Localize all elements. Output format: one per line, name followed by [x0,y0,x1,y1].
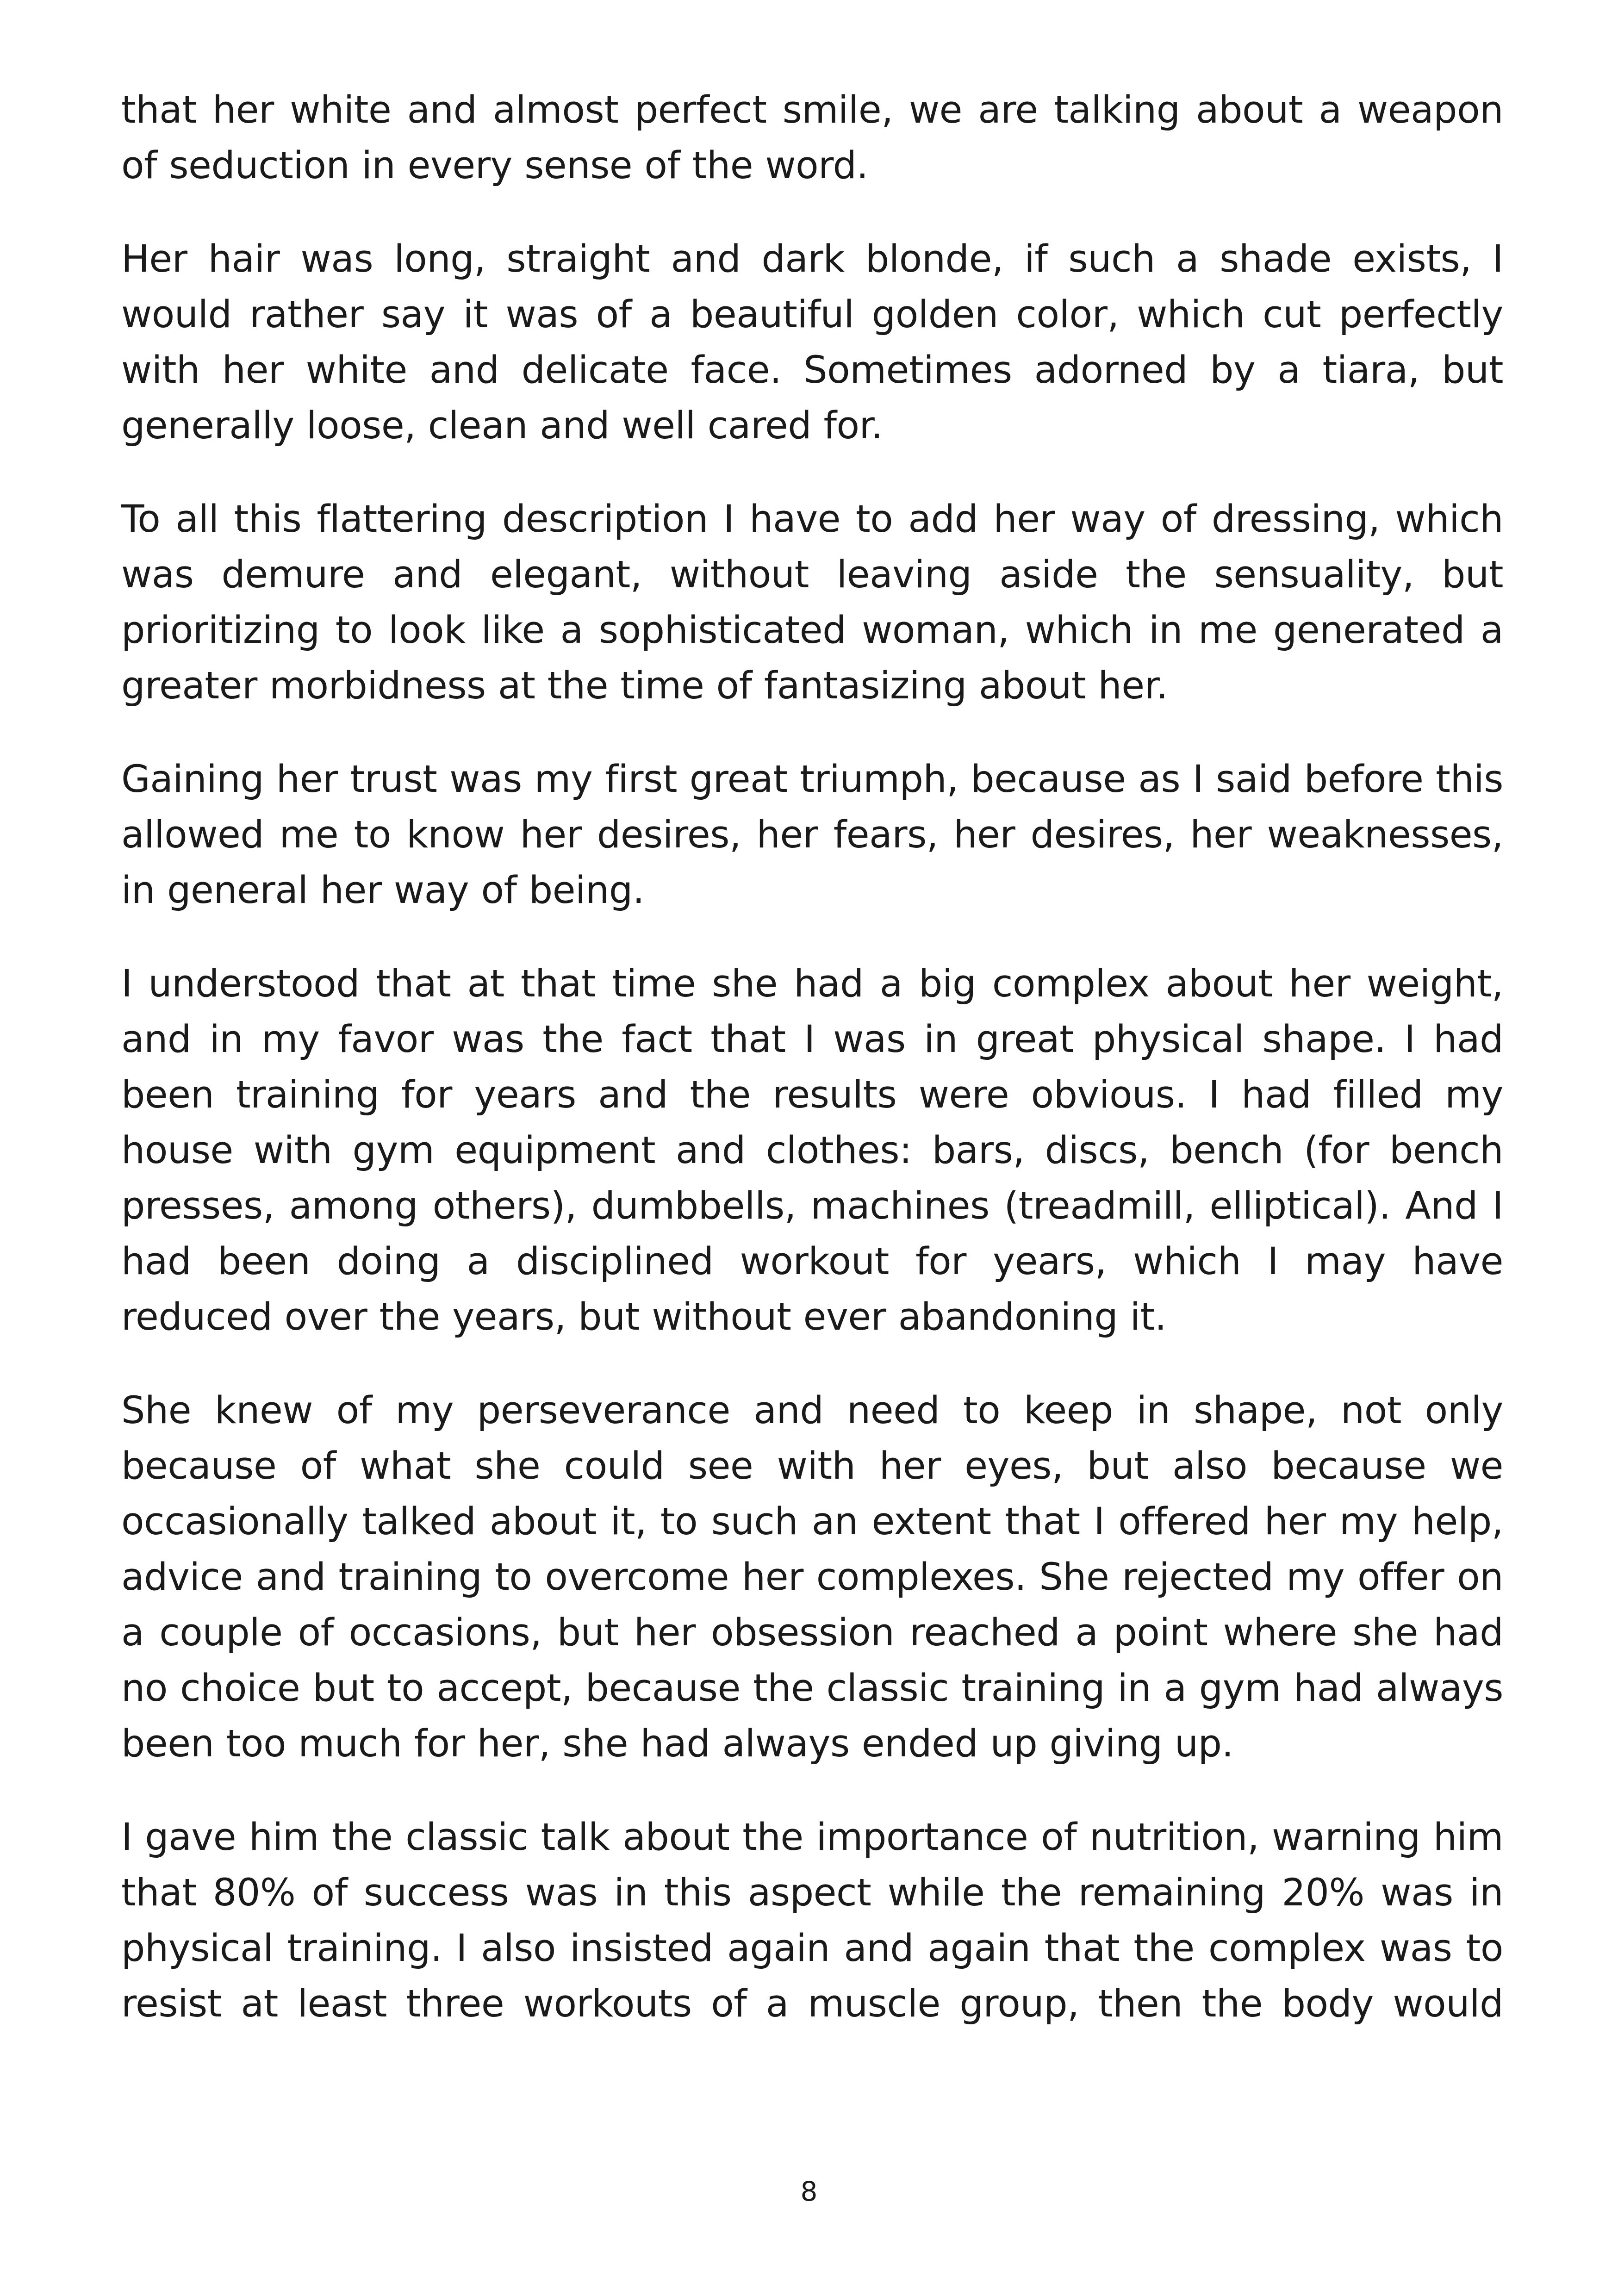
paragraph: I understood that at that time she had a big complex about her weight, and in my favor was the fact that I was in great physical shape. I had been training for years and the results were obvious. I had filled my house with gym equipment and clothes: bars, discs, bench (for bench presses, among others), dumbbells, machines (treadmill, elliptical). And I had been doing a disciplined workout for years, which I may have reduced over the years, but without ever abandoning it. [121,962,1503,1339]
paragraph: She knew of my perseverance and need to keep in shape, not only because of what she could see with her eyes, but also because we occasionally talked about it, to such an extent that I offered her my help, advice and training to overcome her complexes. She rejected my offer on a couple of occasions, but her obsession reached a point where she had no choice but to accept, because the classic training in a gym had always been too much for her, she had always ended up giving up. [121,1389,1503,1766]
paragraph: I gave him the classic talk about the importance of nutrition, warning him that 80% of success was in this aspect while the remaining 20% was in physical training. I also insisted again and again that the complex was to resist at least three workouts of a muscle group, then the body would [121,1816,1503,2026]
paragraph: that her white and almost perfect smile, we are talking about a weapon of seduction in every sense of the word. [121,88,1503,187]
paragraph: To all this flattering description I have to add her way of dressing, which was demure and elegant, without leaving aside the sensuality, but prioritizing to look like a sophisticated woman, which in me generated a greater morbidness at the time of fantasizing about her. [121,498,1503,708]
document-body [121,82,1503,2070]
page-number: 8 [800,2176,818,2207]
paragraph: Her hair was long, straight and dark blonde, if such a shade exists, I would rather say it was of a beautiful golden color, which cut perfectly with her white and delicate face. Sometimes adorned by a tiara, but generally loose, clean and well cared for. [121,237,1503,448]
paragraph: Gaining her trust was my first great triumph, because as I said before this allowed me to know her desires, her fears, her desires, her weaknesses, in general her way of being. [121,758,1503,912]
